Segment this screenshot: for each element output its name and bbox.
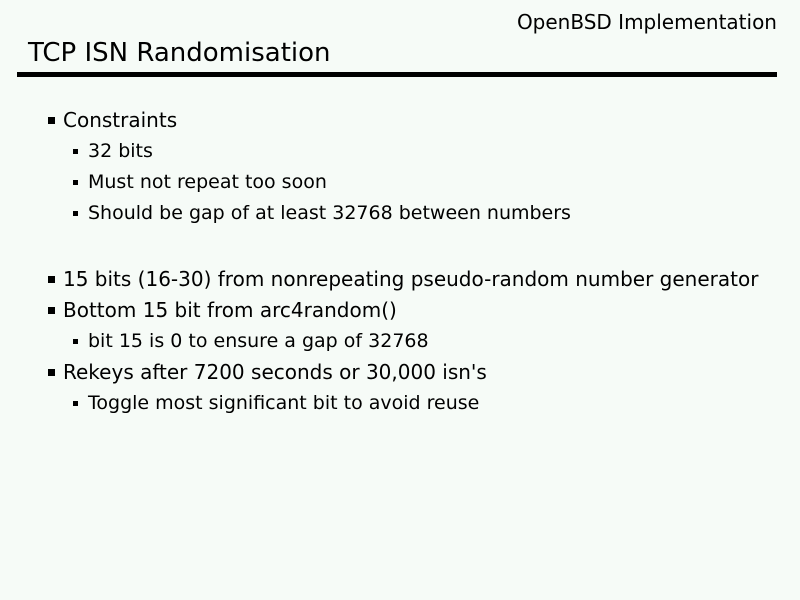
list-item-label: Should be gap of at least 32768 between numbers (88, 202, 571, 224)
corner-label: OpenBSD Implementation (516, 10, 777, 34)
list-gap-spacer (0, 229, 800, 264)
list-item (0, 388, 800, 419)
title-rule-divider (17, 72, 777, 77)
bullet-square-icon (48, 276, 55, 283)
bullet-square-icon (73, 211, 78, 216)
list-item (0, 167, 800, 198)
list-item-label: Must not repeat too soon (88, 171, 327, 193)
bullet-square-icon (48, 369, 55, 376)
list-item (0, 198, 800, 229)
bullet-square-icon (48, 117, 55, 124)
list-item-label: bit 15 is 0 to ensure a gap of 32768 (88, 330, 429, 352)
bullet-square-icon (48, 307, 55, 314)
list-item-label: Constraints (63, 108, 178, 132)
list-item (0, 105, 800, 136)
bullet-square-icon (73, 401, 78, 406)
page-title: TCP ISN Randomisation (28, 38, 331, 68)
bullet-square-icon (73, 149, 78, 154)
list-item (0, 326, 800, 357)
list-item-label: 15 bits (16-30) from nonrepeating pseudo-random number generator (63, 267, 759, 291)
list-item (0, 136, 800, 167)
list-item (0, 357, 800, 388)
bullet-square-icon (73, 180, 78, 185)
bullet-list (0, 105, 800, 419)
list-item (0, 264, 800, 295)
bullet-square-icon (73, 339, 78, 344)
list-item-label: Rekeys after 7200 seconds or 30,000 isn's (63, 360, 487, 384)
list-item-label: 32 bits (88, 140, 153, 162)
list-item-label: Bottom 15 bit from arc4random() (63, 298, 397, 322)
list-item-label: Toggle most significant bit to avoid reuse (88, 392, 480, 414)
list-item (0, 295, 800, 326)
